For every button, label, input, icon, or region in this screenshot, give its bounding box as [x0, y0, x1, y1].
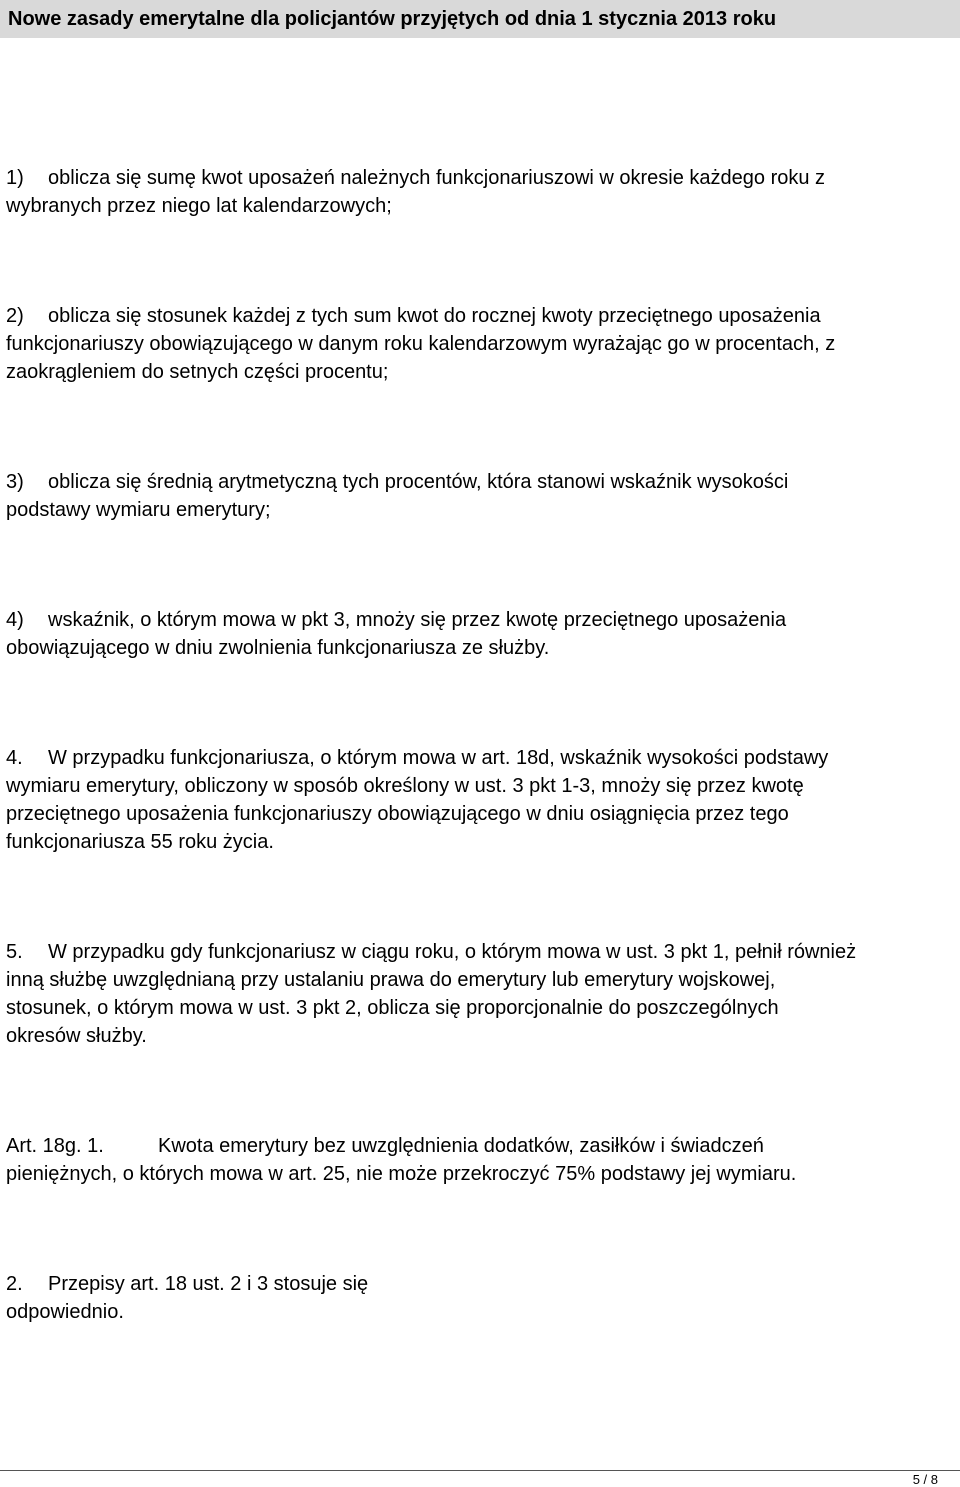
- paragraph: [6, 938, 954, 1050]
- item-number: 4): [6, 609, 24, 631]
- paragraph-text: przeciętnego uposażenia funkcjonariuszy obowiązującego w dniu osiągnięcia przez tego: [6, 803, 789, 825]
- paragraph-text: W przypadku gdy funkcjonariusz w ciągu roku, o którym mowa w ust. 3 pkt 1, pełnił również: [48, 941, 857, 963]
- document-header: [0, 0, 960, 38]
- paragraph-number: 4.: [6, 747, 23, 769]
- item-number: 1): [6, 167, 24, 189]
- list-item: [6, 164, 954, 220]
- paragraph-text: okresów służby.: [6, 1025, 147, 1047]
- page-number: 5 / 8: [912, 1472, 938, 1487]
- footer-divider: [0, 1470, 960, 1471]
- paragraph-text: inną służbę uwzględnianą przy ustalaniu prawa do emerytury lub emerytury wojskowej,: [6, 969, 776, 991]
- item-text: wskaźnik, o którym mowa w pkt 3, mnoży się przez kwotę przeciętnego uposażenia: [48, 609, 787, 631]
- list-item: [6, 606, 954, 662]
- item-text: oblicza się stosunek każdej z tych sum kwot do rocznej kwoty przeciętnego uposażenia: [48, 305, 821, 327]
- paragraph-text: funkcjonariusza 55 roku życia.: [6, 831, 274, 853]
- item-text: funkcjonariuszy obowiązującego w danym roku kalendarzowym wyrażając go w procentach, z: [6, 333, 836, 355]
- list-item: [6, 302, 954, 386]
- paragraph-text: odpowiednio.: [6, 1301, 124, 1323]
- document-body: [6, 164, 954, 1326]
- item-text: zaokrągleniem do setnych części procentu;: [6, 361, 389, 383]
- paragraph: [6, 744, 954, 856]
- article-text: pieniężnych, o których mowa w art. 25, nie może przekroczyć 75% podstawy jej wymiaru.: [6, 1163, 797, 1185]
- paragraph-number: 2.: [6, 1273, 23, 1295]
- article: [6, 1132, 954, 1188]
- item-text: obowiązującego w dniu zwolnienia funkcjonariusza ze służby.: [6, 637, 550, 659]
- paragraph-text: W przypadku funkcjonariusza, o którym mowa w art. 18d, wskaźnik wysokości podstawy: [48, 747, 829, 769]
- item-text: oblicza się sumę kwot uposażeń należnych funkcjonariuszowi w okresie każdego roku z: [48, 167, 826, 189]
- item-text: wybranych przez niego lat kalendarzowych;: [6, 195, 392, 217]
- paragraph-text: stosunek, o którym mowa w ust. 3 pkt 2, oblicza się proporcjonalnie do poszczególnych: [6, 997, 779, 1019]
- item-text: podstawy wymiaru emerytury;: [6, 499, 271, 521]
- document-title: Nowe zasady emerytalne dla policjantów przyjętych od dnia 1 stycznia 2013 roku: [8, 8, 777, 30]
- paragraph-text: Przepisy art. 18 ust. 2 i 3 stosuje się: [48, 1273, 369, 1295]
- paragraph: [6, 1270, 954, 1326]
- paragraph-text: wymiaru emerytury, obliczony w sposób określony w ust. 3 pkt 1-3, mnoży się przez kwotę: [6, 775, 804, 797]
- item-number: 2): [6, 305, 24, 327]
- list-item: [6, 468, 954, 524]
- item-text: oblicza się średnią arytmetyczną tych procentów, która stanowi wskaźnik wysokości: [48, 471, 789, 493]
- paragraph-number: 5.: [6, 941, 23, 963]
- article-text: Kwota emerytury bez uwzględnienia dodatków, zasiłków i świadczeń: [158, 1135, 764, 1157]
- item-number: 3): [6, 471, 24, 493]
- article-number: Art. 18g. 1.: [6, 1135, 104, 1157]
